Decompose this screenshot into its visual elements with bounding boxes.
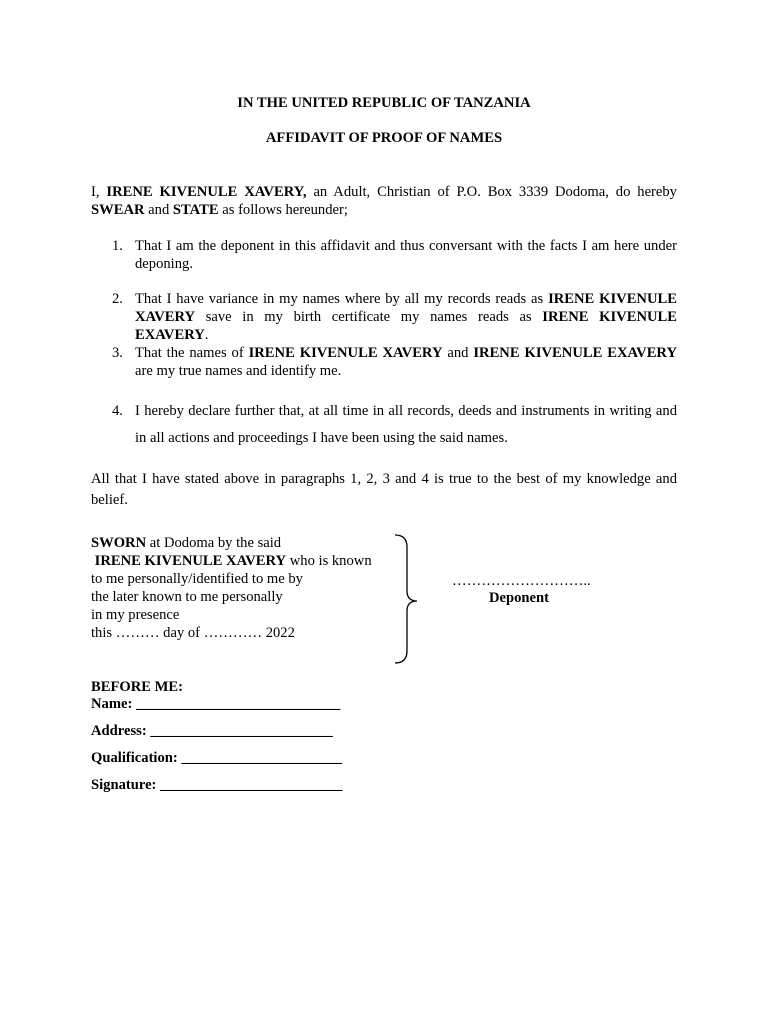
signature-field: Signature: _________________________: [91, 777, 343, 793]
deponent-signature-line: ………………………..: [452, 573, 591, 589]
jurat-name: IRENE KIVENULE XAVERY: [94, 553, 287, 569]
intro-paragraph: I, IRENE KIVENULE XAVERY, an Adult, Christian of P.O. Box 3339 Dodoma, do hereby SWEAR and STATE as follows hereunder;: [91, 184, 677, 218]
curly-brace-icon: [393, 533, 423, 665]
jurat-block: SWORN at Dodoma by the said IRENE KIVENULE XAVERY who is known to me personally/identified to me by the later known to me personally in my presence this ……… day of ………… 2022: [91, 535, 372, 641]
qualification-field: Qualification: ______________________: [91, 750, 342, 766]
deponent-label: Deponent: [489, 590, 549, 606]
deponent-name: IRENE KIVENULE XAVERY,: [106, 184, 307, 200]
name-field: Name: ____________________________: [91, 696, 341, 712]
affidavit-page: IN THE UNITED REPUBLIC OF TANZANIA AFFIDAVIT OF PROOF OF NAMES I, IRENE KIVENULE XAVERY, an Adult, Christian of P.O. Box 3339 Dodoma, do hereby SWEAR and STATE as follows hereunder; 1. That I am the deponent in this affidavit and thus conversant with the facts I am here under deponing. 2. That I have variance in my names where by all my records reads as IRENE KIVENULE XAVERY save in my birth certificate my names reads as IRENE KIVENULE EXAVERY. 3. That the names of IRENE KIVENULE XAVERY and IRENE KIVENULE EXAVERY are my true names and identify me. 4. I hereby declare further that, at all time in all records, deeds and instruments in writing and in all actions and proceedings I have been using the said names. All that I have stated above in paragraphs 1, 2, 3 and 4 is true to the best of my knowledge and belief. SWORN at Dodoma by the said IRENE KIVENULE XAVERY who is known to me personally/identified to me by the later known to me personally in my presence this ……… day of ………… 2022 ……………………….. Deponent BEFORE ME: Name: ____________________________ Address: _________________________ Qualification: ______________________ Signature: _________________________: [0, 0, 768, 1024]
summary-paragraph: All that I have stated above in paragraphs 1, 2, 3 and 4 is true to the best of my knowledge and belief.: [91, 471, 677, 508]
document-title: AFFIDAVIT OF PROOF OF NAMES: [265, 130, 503, 146]
address-field: Address: _________________________: [91, 723, 333, 739]
before-me-heading: BEFORE ME:: [91, 679, 184, 695]
swear-word: SWEAR: [91, 202, 145, 218]
state-word: STATE: [172, 202, 219, 218]
republic-heading: IN THE UNITED REPUBLIC OF TANZANIA: [237, 95, 531, 111]
